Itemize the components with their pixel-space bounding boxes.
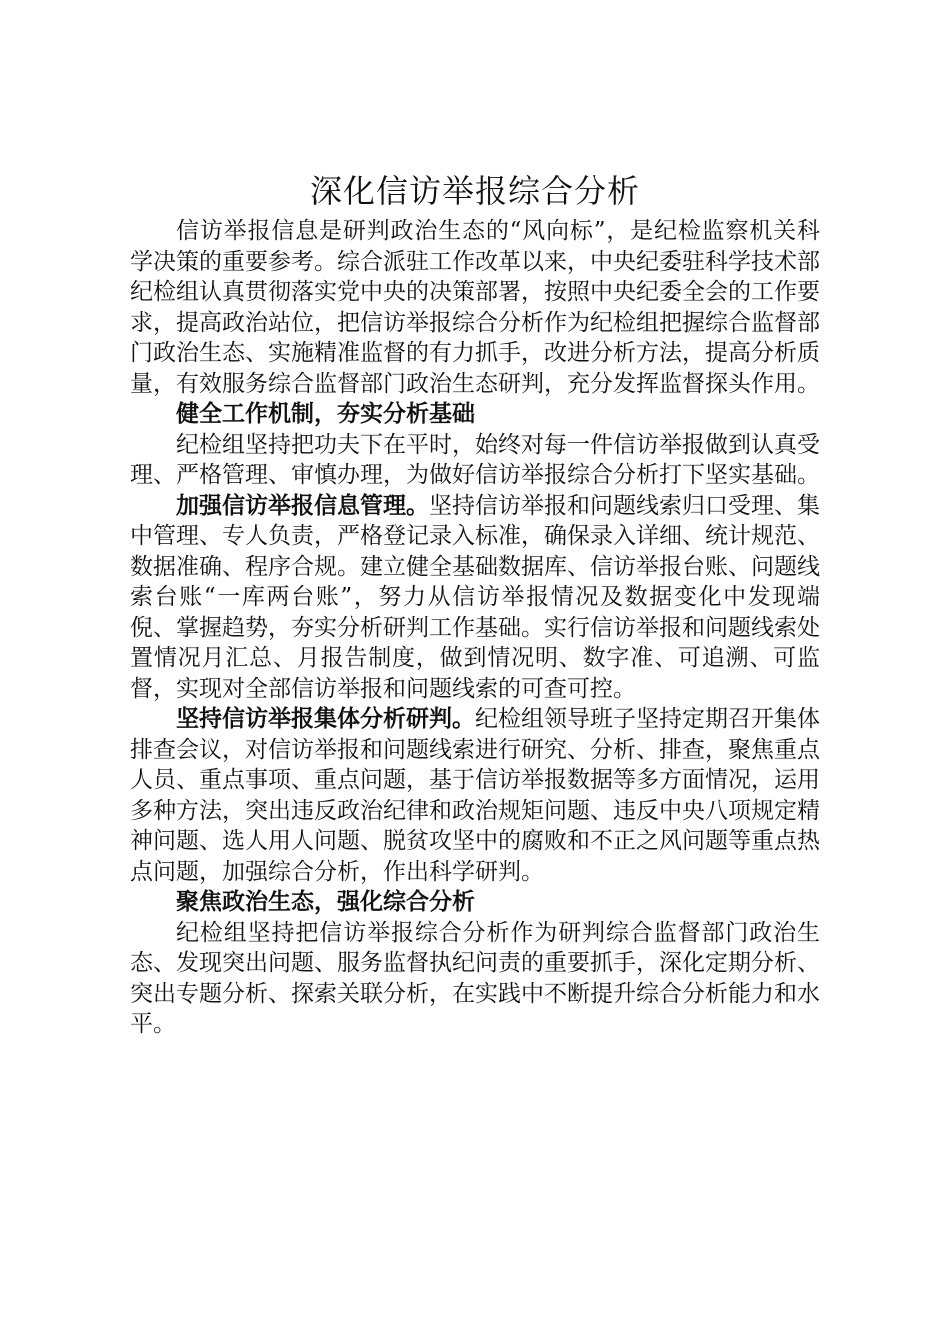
section1-paragraph: 纪检组坚持把功夫下在平时，始终对每一件信访举报做到认真受理、严格管理、审慎办理，为做好信访举报综合分析打下坚实基础。 [130,431,820,488]
section1-item1-lead: 加强信访举报信息管理。 [176,491,429,519]
section1-item1-body: 坚持信访举报和问题线索归口受理、集中管理、专人负责，严格登记录入标准，确保录入详细、统计规范、数据准确、程序合规。建立健全基础数据库、信访举报台账、问题线索台账“一库两台账”，努力从信访举报情况及数据变化中发现端倪、掌握趋势，夯实分析研判工作基础。实行信访举报和问题线索处置情况月汇总、月报告制度，做到情况明、数字准、可追溯、可监督，实现对全部信访举报和问题线索的可查可控。 [130,492,820,702]
section1-item2-lead: 坚持信访举报集体分析研判。 [176,705,475,732]
document-title: 深化信访举报综合分析 [309,172,640,210]
section2-paragraph: 纪检组坚持把信访举报综合分析作为研判综合监督部门政治生态、发现突出问题、服务监督执纪问责的重要抓手，深化定期分析、突出专题分析、探索关联分析，在实践中不断提升综合分析能力和水平。 [130,919,820,1037]
section1-item2-body: 纪检组领导班子坚持定期召开集体排查会议，对信访举报和问题线索进行研究、分析、排查，聚焦重点人员、重点事项、重点问题，基于信访举报数据等多方面情况，运用多种方法，突出违反政治纪律和政治规矩问题、违反中央八项规定精神问题、选人用人问题、脱贫攻坚中的腐败和不正之风问题等重点热点问题，加强综合分析，作出科学研判。 [130,706,820,885]
intro-paragraph: 信访举报信息是研判政治生态的“风向标”，是纪检监察机关科学决策的重要参考。综合派驻工作改革以来，中央纪委驻科学技术部纪检组认真贯彻落实党中央的决策部署，按照中央纪委全会的工作要求，提高政治站位，把信访举报综合分析作为纪检组把握综合监督部门政治生态、实施精准监督的有力抓手，改进分析方法，提高分析质量，有效服务综合监督部门政治生态研判，充分发挥监督探头作用。 [130,218,820,397]
section2-heading: 聚焦政治生态，强化综合分析 [176,888,475,915]
section1-item2-paragraph [130,704,820,887]
section1-item1-paragraph [130,491,820,705]
document-page [130,166,820,1040]
section1-heading: 健全工作机制，夯实分析基础 [176,400,475,427]
